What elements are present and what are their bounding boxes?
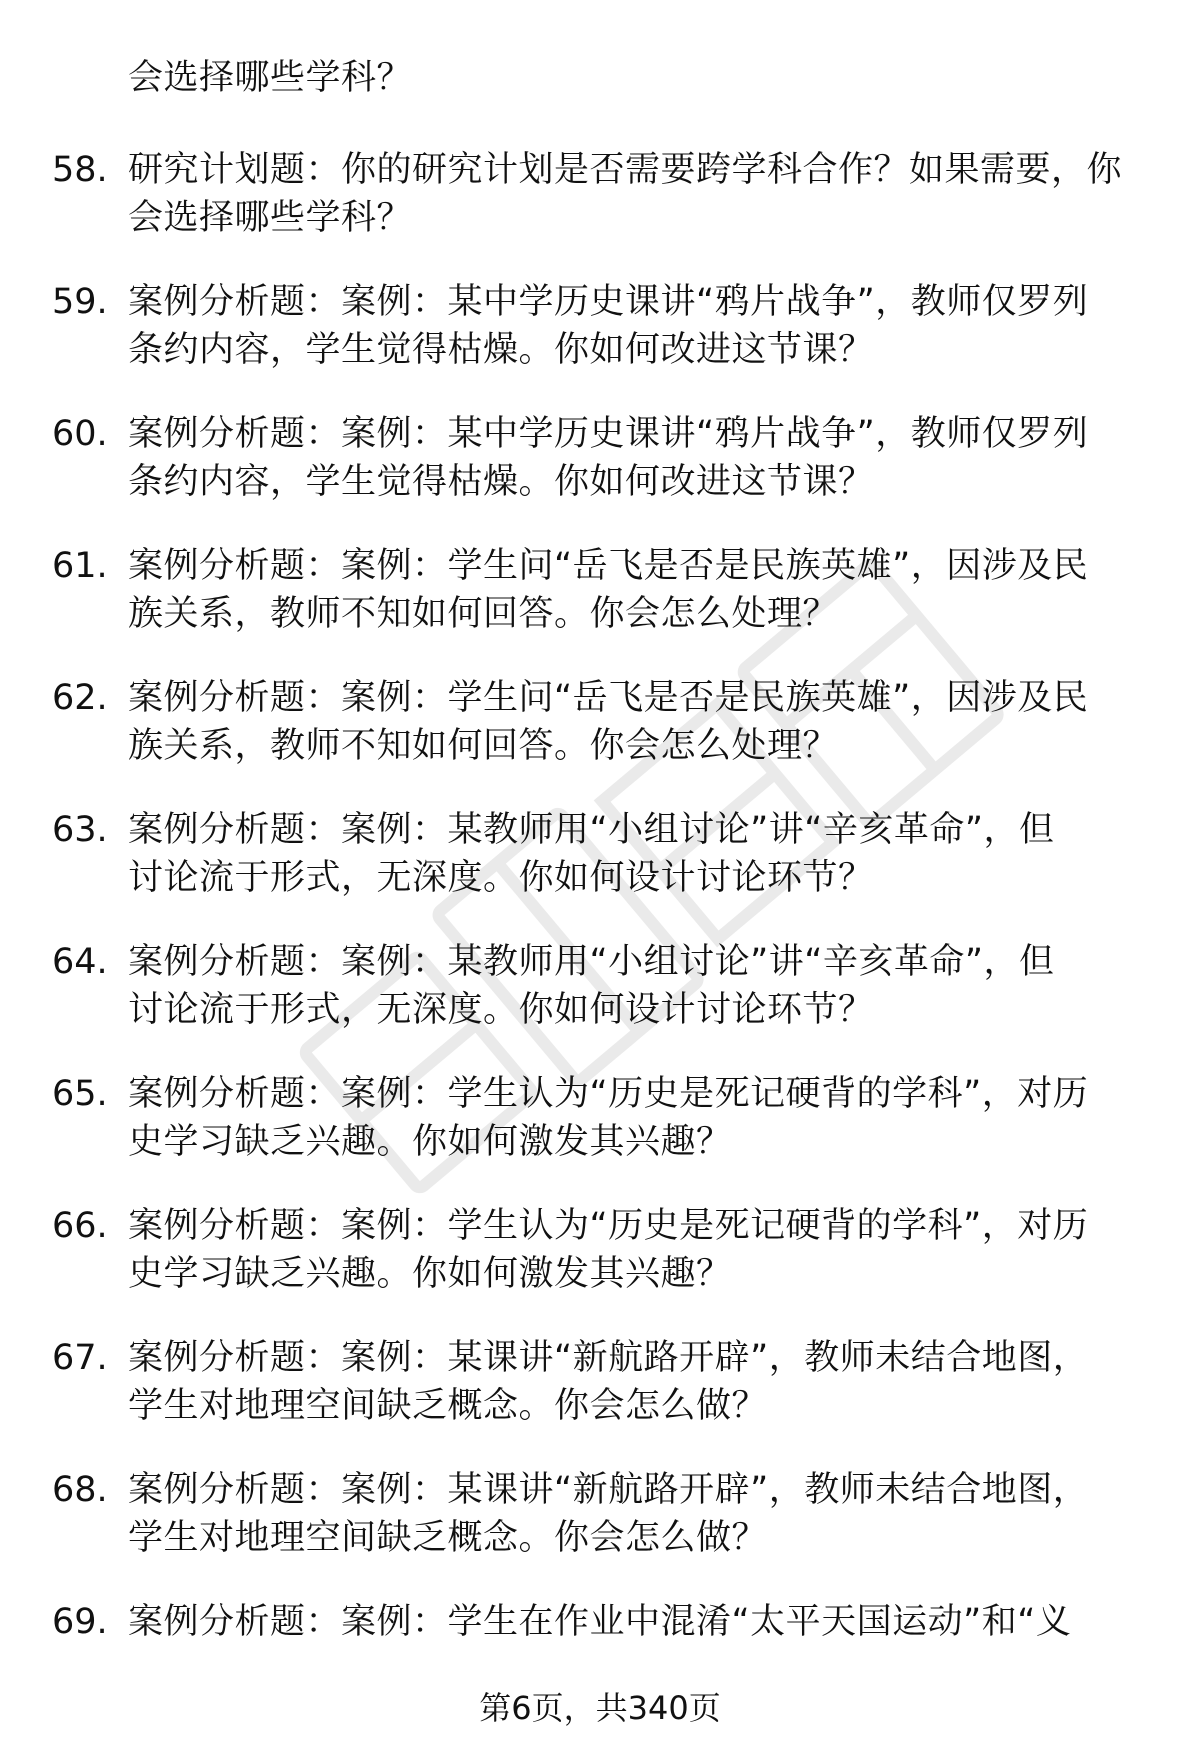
- question-text: [128, 410, 1140, 542]
- question-text-line: 案例分析题：案例：某教师用“小组讨论”讲“辛亥革命”，但: [128, 810, 1055, 850]
- question-number: 66.: [52, 1206, 108, 1246]
- question-number: 63.: [52, 810, 108, 850]
- question-text-line: 案例分析题：案例：某课讲“新航路开辟”，教师未结合地图，: [128, 1470, 1089, 1510]
- question-number: 65.: [52, 1074, 108, 1114]
- continued-question-text: 会选择哪些学科？: [128, 58, 413, 98]
- question-text: [128, 1202, 1140, 1334]
- question-number: 67.: [52, 1338, 108, 1378]
- question-text-line: 讨论流于形式，无深度。你如何设计讨论环节？: [128, 858, 874, 898]
- question-text-line: 条约内容，学生觉得枯燥。你如何改进这节课？: [128, 330, 874, 370]
- question-item: [52, 278, 1152, 410]
- question-item: [52, 938, 1152, 1070]
- question-item: [52, 1202, 1152, 1334]
- question-item: [52, 806, 1152, 938]
- question-number: 58.: [52, 150, 108, 190]
- page-footer: 第6页，共340页: [479, 1689, 721, 1727]
- question-text-line: 案例分析题：案例：学生问“岳飞是否是民族英雄”，因涉及民: [128, 546, 1089, 586]
- question-text-line: 条约内容，学生觉得枯燥。你如何改进这节课？: [128, 462, 874, 502]
- question-text-line: 案例分析题：案例：学生认为“历史是死记硬背的学科”，对历: [128, 1206, 1089, 1246]
- question-text-line: 讨论流于形式，无深度。你如何设计讨论环节？: [128, 990, 874, 1030]
- question-text-line: 族关系，教师不知如何回答。你会怎么处理？: [128, 594, 839, 634]
- question-text-line: 会选择哪些学科？: [128, 198, 413, 238]
- question-text-line: 学生对地理空间缺乏概念。你会怎么做？: [128, 1518, 768, 1558]
- question-text-line: 史学习缺乏兴趣。你如何激发其兴趣？: [128, 1122, 732, 1162]
- question-text: [128, 542, 1140, 674]
- question-number: 68.: [52, 1470, 108, 1510]
- question-item: [52, 1070, 1152, 1202]
- question-item: [52, 146, 1152, 278]
- question-text-line: 案例分析题：案例：某教师用“小组讨论”讲“辛亥革命”，但: [128, 942, 1055, 982]
- question-text-line: 案例分析题：案例：学生在作业中混淆“太平天国运动”和“义: [128, 1602, 1072, 1642]
- question-number: 69.: [52, 1602, 108, 1642]
- question-item: [52, 674, 1152, 806]
- question-item: [52, 1334, 1152, 1466]
- question-text: [128, 278, 1140, 410]
- question-item: [52, 410, 1152, 542]
- question-text-line: 案例分析题：案例：某中学历史课讲“鸦片战争”，教师仅罗列: [128, 414, 1089, 454]
- question-text-line: 案例分析题：案例：学生问“岳飞是否是民族英雄”，因涉及民: [128, 678, 1089, 718]
- question-number: 61.: [52, 546, 108, 586]
- question-text: [128, 146, 1140, 278]
- question-number: 60.: [52, 414, 108, 454]
- question-text: [128, 1070, 1140, 1202]
- question-text: [128, 1466, 1140, 1598]
- question-text-line: 案例分析题：案例：某中学历史课讲“鸦片战争”，教师仅罗列: [128, 282, 1089, 322]
- question-text-line: 族关系，教师不知如何回答。你会怎么处理？: [128, 726, 839, 766]
- question-text: [128, 674, 1140, 806]
- question-list: [52, 146, 1152, 1730]
- question-text-line: 案例分析题：案例：学生认为“历史是死记硬背的学科”，对历: [128, 1074, 1089, 1114]
- question-number: 59.: [52, 282, 108, 322]
- question-text-line: 学生对地理空间缺乏概念。你会怎么做？: [128, 1386, 768, 1426]
- question-item: [52, 1466, 1152, 1598]
- question-text-line: 史学习缺乏兴趣。你如何激发其兴趣？: [128, 1254, 732, 1294]
- question-text: [128, 1334, 1140, 1466]
- question-number: 62.: [52, 678, 108, 718]
- question-text-line: 案例分析题：案例：某课讲“新航路开辟”，教师未结合地图，: [128, 1338, 1089, 1378]
- question-text-line: 研究计划题：你的研究计划是否需要跨学科合作？如果需要，你: [128, 150, 1123, 190]
- question-text: [128, 938, 1140, 1070]
- question-text: [128, 806, 1140, 938]
- question-number: 64.: [52, 942, 108, 982]
- question-item: [52, 542, 1152, 674]
